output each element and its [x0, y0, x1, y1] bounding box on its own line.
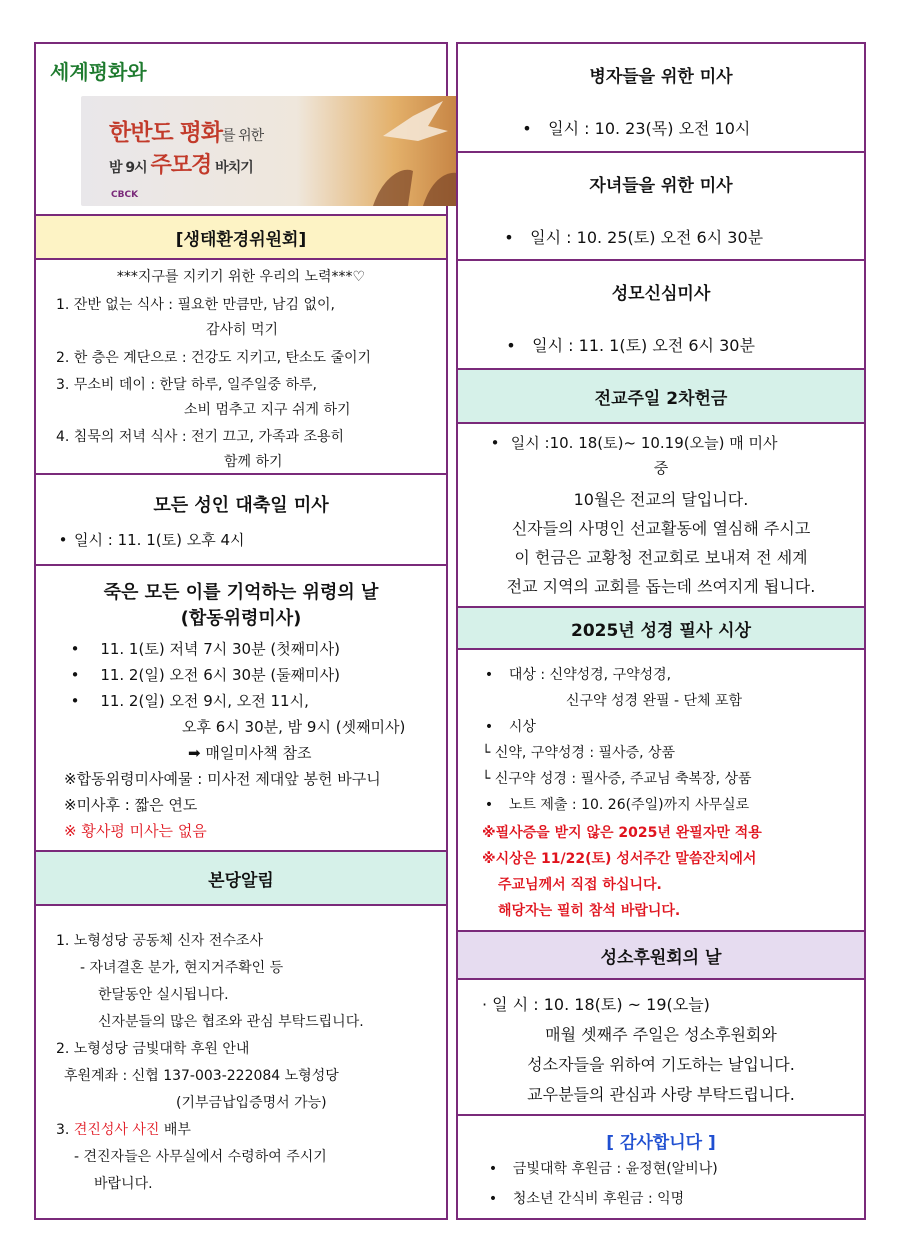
mission-line: 이 헌금은 교황청 전교회로 보내져 전 세계	[514, 548, 808, 567]
bible-line: • 대상 : 신약성경, 구약성경,	[484, 667, 672, 683]
all-saints-title: 모든 성인 대축일 미사	[153, 495, 329, 516]
all-souls-note-red: ※ 황사평 미사는 없음	[64, 822, 207, 840]
left-column	[34, 42, 448, 1220]
dove-hands-icon	[353, 96, 473, 206]
bible-line: • 노트 제출 : 10. 26(주일)까지 사무실로	[484, 797, 750, 813]
mission-item-cont: 중	[653, 459, 669, 477]
notice-line: 1. 노형성당 공동체 신자 전수조사	[56, 933, 263, 949]
mission-header	[458, 370, 864, 424]
cbck-logo: CBCK	[111, 190, 139, 200]
sacred-heart-item: • 일시 : 11. 1(토) 오전 6시 30분	[506, 336, 755, 355]
world-peace-section	[36, 44, 446, 216]
sick-mass-title: 병자들을 위한 미사	[589, 67, 733, 87]
all-souls-item: • 11. 2(일) 오전 9시, 오전 11시,	[70, 692, 309, 710]
sanctuary-line: · 일 시 : 10. 18(토) ~ 19(오늘)	[482, 995, 710, 1014]
eco-committee-title: [생태환경위원회]	[175, 229, 307, 250]
sanctuary-line: 성소자들을 위하여 기도하는 날입니다.	[527, 1055, 795, 1074]
notice-line: 3. 견진성사 사진 배부	[56, 1122, 191, 1138]
all-souls-section	[36, 566, 446, 852]
notice-body	[36, 906, 446, 1218]
all-souls-note: ※미사후 : 짧은 연도	[64, 796, 198, 814]
bible-line: └ 신구약 성경 : 필사증, 주교님 축복장, 상품	[482, 771, 752, 787]
thanks-item: • 청소년 간식비 후원금 : 익명	[488, 1191, 685, 1207]
sanctuary-line: 교우분들의 관심과 사랑 부탁드립니다.	[527, 1085, 795, 1104]
thanks-section	[458, 1116, 864, 1218]
right-column	[456, 42, 866, 1220]
notice-line: 한달동안 실시됩니다.	[98, 987, 229, 1003]
bible-line: 신구약 성경 완필 - 단체 포함	[566, 693, 743, 709]
sanctuary-body	[458, 980, 864, 1116]
mission-item: • 일시 :10. 18(토)~ 10.19(오늘) 매 미사	[490, 434, 778, 452]
all-saints-item: • 일시 : 11. 1(토) 오후 4시	[58, 531, 245, 549]
eco-committee-body	[36, 260, 446, 475]
mission-line: 전교 지역의 교회를 돕는데 쓰여지게 됩니다.	[506, 577, 816, 596]
sacred-heart-section	[458, 261, 864, 370]
mission-line: 신자들의 사명인 선교활동에 열심해 주시고	[511, 519, 811, 538]
notice-line: - 견진자들은 사무실에서 수령하여 주시기	[74, 1149, 327, 1165]
notice-header	[36, 852, 446, 906]
sanctuary-header	[458, 932, 864, 980]
mission-line: 10월은 전교의 달입니다.	[573, 490, 749, 509]
banner-line1: 한반도 평화를 위한	[109, 120, 264, 146]
sanctuary-line: 매월 셋째주 주일은 성소후원회와	[545, 1025, 777, 1044]
eco-line: 4. 침묵의 저녁 식사 : 전기 끄고, 가족과 조용히	[56, 429, 345, 445]
bible-red-note: 주교님께서 직접 하십니다.	[498, 877, 662, 893]
mission-title: 전교주일 2차헌금	[594, 388, 728, 409]
bible-red-note: ※필사증을 받지 않은 2025년 완필자만 적용	[482, 825, 762, 841]
bible-line: • 시상	[484, 719, 536, 735]
all-saints-section	[36, 475, 446, 566]
eco-line: 3. 무소비 데이 : 한달 하루, 일주일중 하루,	[56, 377, 317, 393]
eco-line: 소비 멈추고 지구 쉬게 하기	[184, 402, 351, 418]
notice-line: 후원계좌 : 신협 137-003-222084 노형성당	[64, 1068, 339, 1084]
all-souls-ref: ➡ 매일미사책 참조	[188, 744, 312, 762]
notice-line: (기부금납입증명서 가능)	[176, 1095, 327, 1111]
eco-committee-header	[36, 216, 446, 260]
notice-title: 본당알림	[208, 870, 274, 891]
eco-line: 1. 잔반 없는 식사 : 필요한 만큼만, 남김 없이,	[56, 297, 335, 313]
bible-line: └ 신약, 구약성경 : 필사증, 상품	[482, 745, 676, 761]
notice-line: - 자녀결혼 분가, 현지거주확인 등	[80, 960, 284, 976]
mission-body	[458, 424, 864, 608]
eco-line: 함께 하기	[224, 454, 283, 470]
bible-red-note: ※시상은 11/22(토) 성서주간 말씀잔치에서	[482, 851, 757, 867]
sick-mass-item: • 일시 : 10. 23(목) 오전 10시	[522, 119, 751, 138]
world-peace-title: 세계평화와	[50, 60, 147, 84]
sacred-heart-title: 성모신심미사	[611, 284, 711, 304]
all-souls-item: • 11. 2(일) 오전 6시 30분 (둘째미사)	[70, 666, 341, 684]
children-mass-section	[458, 153, 864, 261]
bible-red-note: 해당자는 필히 참석 바랍니다.	[498, 903, 681, 919]
sick-mass-section	[458, 44, 864, 153]
all-souls-item: • 11. 1(토) 저녁 7시 30분 (첫째미사)	[70, 640, 341, 658]
eco-heading: ***지구를 지키기 위한 우리의 노력***♡	[116, 269, 366, 285]
notice-line: 2. 노형성당 금빛대학 후원 안내	[56, 1041, 250, 1057]
banner-line2: 밤 9시 주모경 바치기	[109, 153, 253, 178]
peace-prayer-banner	[81, 96, 473, 206]
all-souls-item-cont: 오후 6시 30분, 밤 9시 (셋째미사)	[182, 718, 406, 736]
eco-line: 2. 한 층은 계단으로 : 건강도 지키고, 탄소도 줄이기	[56, 350, 372, 366]
notice-line: 신자분들의 많은 협조와 관심 부탁드립니다.	[98, 1014, 364, 1030]
all-souls-title: 죽은 모든 이를 기억하는 위령의 날	[103, 582, 379, 603]
bible-award-body	[458, 650, 864, 932]
thanks-item: • 금빛대학 후원금 : 윤정현(알비나)	[488, 1161, 718, 1177]
bible-award-header	[458, 608, 864, 650]
sanctuary-title: 성소후원회의 날	[600, 947, 722, 968]
all-souls-note: ※합동위령미사예물 : 미사전 제대앞 봉헌 바구니	[64, 770, 381, 788]
children-mass-item: • 일시 : 10. 25(토) 오전 6시 30분	[504, 228, 764, 247]
all-souls-subtitle: (합동위령미사)	[180, 608, 302, 629]
children-mass-title: 자녀들을 위한 미사	[589, 176, 733, 196]
bible-award-title: 2025년 성경 필사 시상	[570, 620, 752, 641]
eco-line: 감사히 먹기	[206, 322, 279, 338]
notice-line: 바랍니다.	[94, 1176, 153, 1192]
thanks-title: [ 감사합니다 ]	[606, 1133, 716, 1153]
